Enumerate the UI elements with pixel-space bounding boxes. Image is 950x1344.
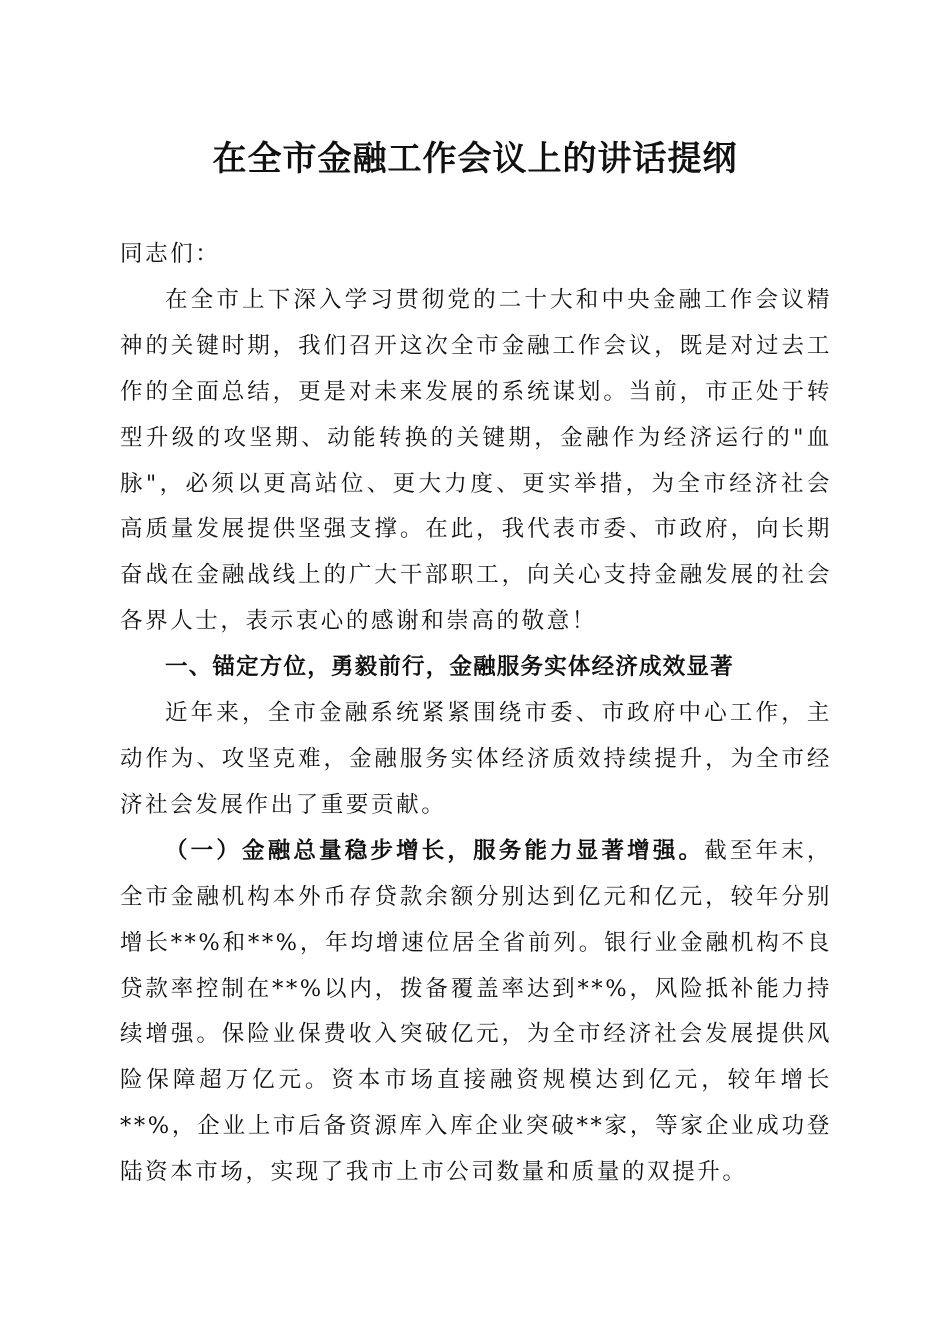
document-title: 在全市金融工作会议上的讲话提纲 <box>212 139 738 179</box>
intro-paragraph: 在全市上下深入学习贯彻党的二十大和中央金融工作会议精神的关键时期，我们召开这次全市金融工作会议，既是对过去工作的全面总结，更是对未来发展的系统谋划。当前，市正处于转型升级的攻坚期、动能转换的关键期，金融作为经济运行的"血脉"，必须以更高站位、更大力度、更实举措，为全市经济社会高质量发展提供坚强支撑。在此，我代表市委、市政府，向长期奋战在金融战线上的广大干部职工，向关心支持金融发展的社会各界人士，表示衷心的感谢和崇高的敬意！ <box>120 286 832 635</box>
subsection-1-lead: （一）金融总量稳步增长，服务能力显著增强。 <box>165 837 705 864</box>
section-1-paragraph: 近年来，全市金融系统紧紧围绕市委、市政府中心工作，主动作为、攻坚克难，金融服务实体经济质效持续提升，为全市经济社会发展作出了重要贡献。 <box>120 700 832 818</box>
subsection-1-body: 截至年末，全市金融机构本外币存贷款余额分别达到亿元和亿元，较年分别增长**%和**%，年均增速位居全省前列。银行业金融机构不良贷款率控制在**%以内，拨备覆盖率达到**%，风险抵补能力持续增强。保险业保费收入突破亿元，为全市经济社会发展提供风险保障超万亿元。资本市场直接融资规模达到亿元，较年增长**%，企业上市后备资源库入库企业突破**家，等家企业成功登陆资本市场，实现了我市上市公司数量和质量的双提升。 <box>120 837 832 1186</box>
section-heading-1: 一、锚定方位，勇毅前行，金融服务实体经济成效显著 <box>165 654 734 681</box>
document-body <box>120 232 832 1196</box>
subsection-1-paragraph <box>120 829 832 1196</box>
salutation: 同志们： <box>120 241 221 267</box>
